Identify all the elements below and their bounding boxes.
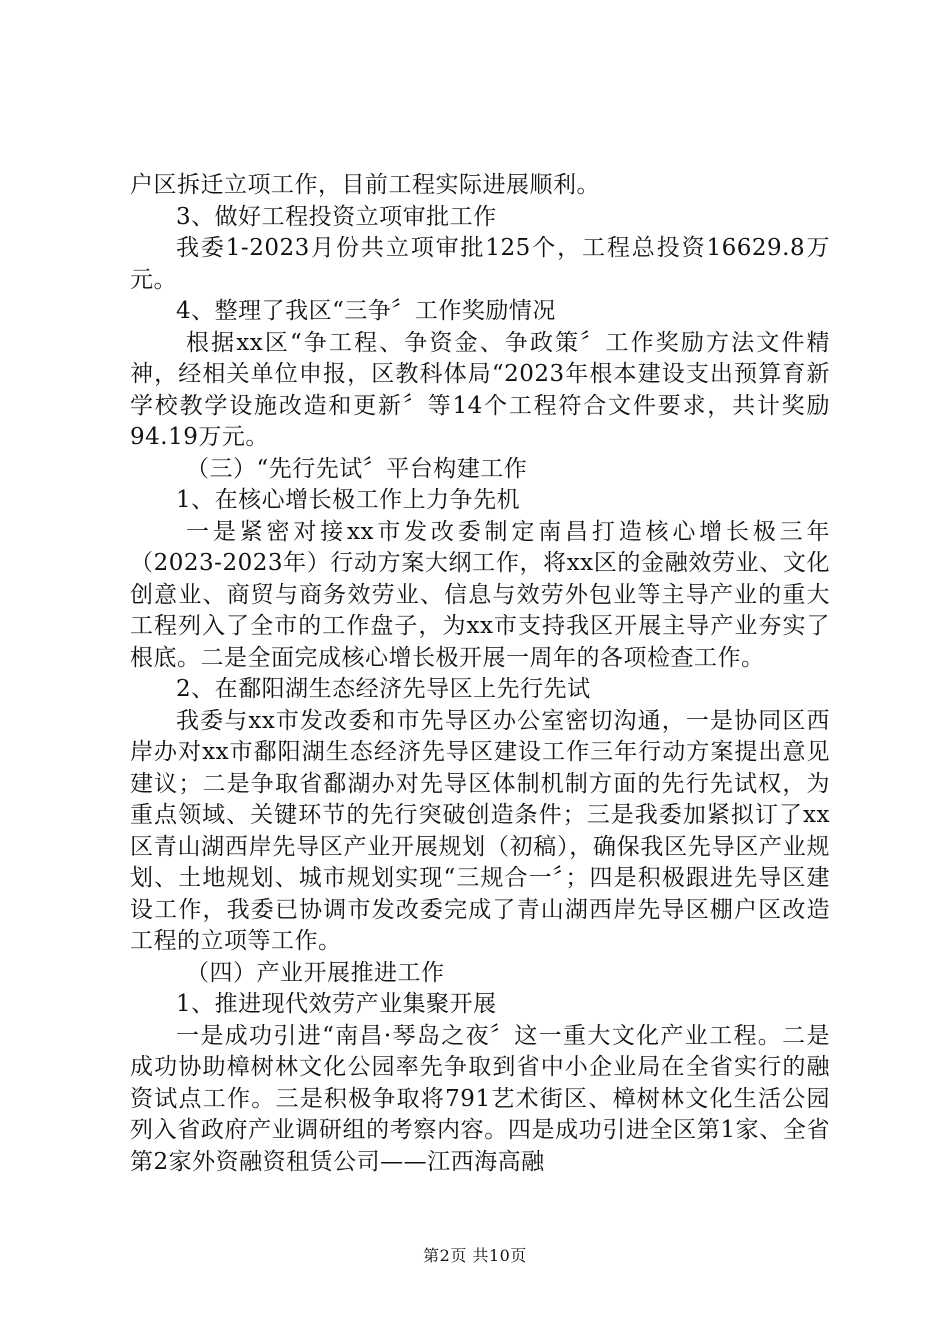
paragraph-project-approval: 我委1-2023月份共立项审批125个，工程总投资16629.8万元。 bbox=[130, 235, 830, 293]
heading-service-industry: 1、推进现代效劳产业集聚开展 bbox=[176, 991, 497, 1017]
section-heading-4: （四）产业开展推进工作 bbox=[186, 959, 445, 986]
heading-poyang-lake: 2、在鄱阳湖生态经济先导区上先行先试 bbox=[176, 676, 591, 702]
paragraph-service-industry: 一是成功引进“南昌·琴岛之夜〞这一重大文化产业工程。二是成功协助樟树林文化公园率先争取到省中小企业局在全省实行的融资试点工作。三是积极争取将791艺术街区、樟树林文化生活公园列入省政府产业调研组的考察内容。四是成功引进全区第1家、全省第2家外资融资租赁公司——江西海高融 bbox=[130, 1022, 830, 1175]
page-number-footer: 第2页 共10页 bbox=[423, 1246, 527, 1265]
paragraph-continuation: 户区拆迁立项工作，目前工程实际进展顺利。 bbox=[130, 172, 600, 198]
paragraph-poyang-lake: 我委与xx市发改委和市先导区办公室密切沟通，一是协同区西岸办对xx市鄱阳湖生态经济先导区建设工作三年行动方案提出意见建议；二是争取省鄱湖办对先导区体制机制方面的先行先试权，为重点领域、关键环节的先行突破创造条件；三是我委加紧拟订了xx区青山湖西岸先导区产业开展规划（初稿），确保我区先导区产业规划、土地规划、城市规划实现“三规合一〞；四是积极跟进先导区建设工作，我委已协调市发改委完成了青山湖西岸先导区棚户区改造工程的立项等工作。 bbox=[130, 707, 830, 954]
heading-item-3: 3、做好工程投资立项审批工作 bbox=[176, 203, 497, 230]
section-heading-3: （三）“先行先试〞平台构建工作 bbox=[186, 455, 528, 482]
heading-item-4: 4、整理了我区“三争〞工作奖励情况 bbox=[176, 298, 556, 324]
paragraph-growth-pole: 一是紧密对接xx市发改委制定南昌打造核心增长极三年（2023-2023年）行动方案大纲工作，将xx区的金融效劳业、文化创意业、商贸与商务效劳业、信息与效劳外包业等主导产业的重大工程列入了全市的工作盘子，为xx市支持我区开展主导产业夯实了根底。二是全面完成核心增长极开展一周年的各项检查工作。 bbox=[130, 518, 830, 671]
document-body bbox=[130, 170, 830, 1178]
paragraph-award-info: 根据xx区“争工程、争资金、争政策〞工作奖励方法文件精神，经相关单位申报，区教科体局“2023年根本建设支出预算育新学校教学设施改造和更新〞等14个工程符合文件要求，共计奖励94.19万元。 bbox=[130, 329, 830, 450]
heading-growth-pole: 1、在核心增长极工作上力争先机 bbox=[176, 487, 521, 513]
